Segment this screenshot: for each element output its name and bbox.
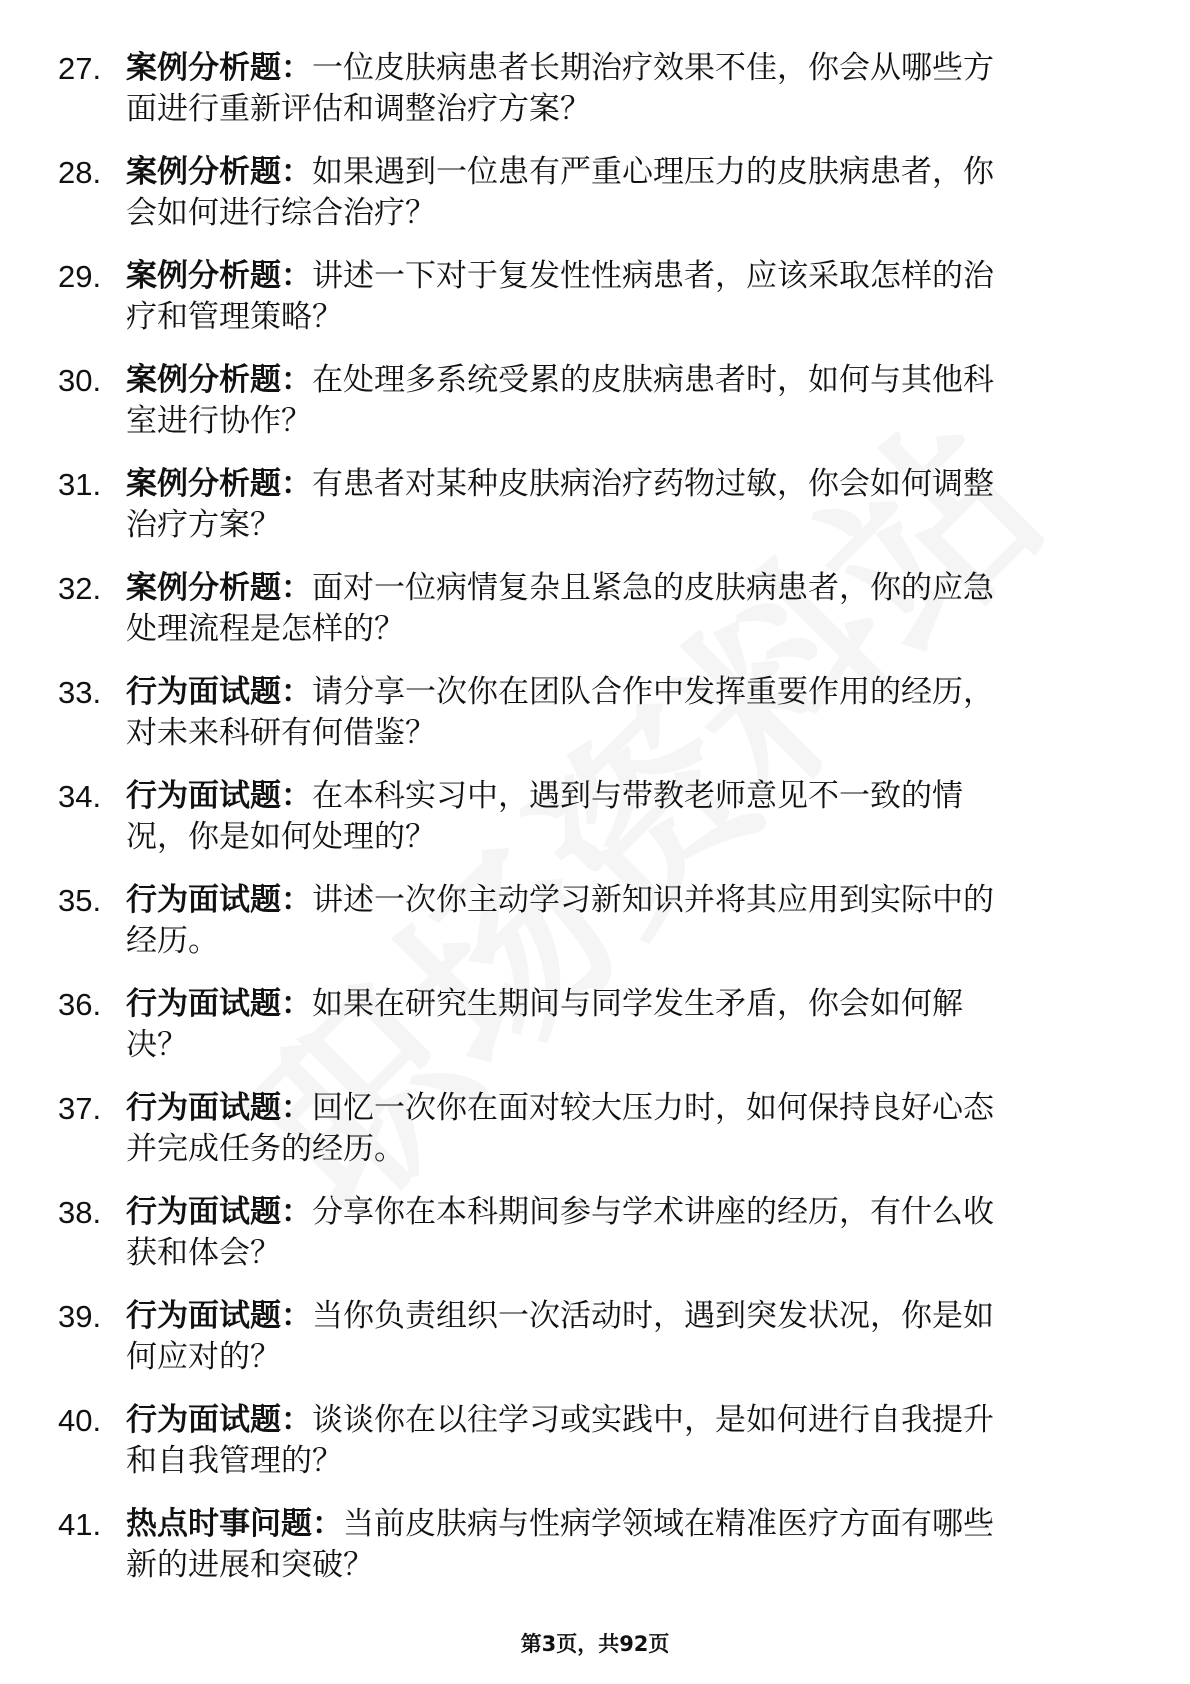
question-line-1: 一位皮肤病患者长期治疗效果不佳，你会从哪些方 xyxy=(312,50,994,86)
question-line-1: 分享你在本科期间参与学术讲座的经历，有什么收 xyxy=(312,1194,994,1230)
question-category: 案例分析题： xyxy=(126,258,312,294)
question-line-1: 如果遇到一位患有严重心理压力的皮肤病患者，你 xyxy=(312,154,994,190)
question-line-2: 况，你是如何处理的？ xyxy=(126,819,436,855)
question-text xyxy=(126,1296,1116,1378)
list-item xyxy=(58,1504,1118,1608)
question-line-2: 对未来科研有何借鉴？ xyxy=(126,715,436,751)
page-number-footer: 第3页，共92页 xyxy=(520,1632,670,1656)
question-text xyxy=(126,568,1116,650)
question-text xyxy=(126,1504,1116,1586)
question-line-2: 处理流程是怎样的？ xyxy=(126,611,405,647)
question-number: 35. xyxy=(58,883,102,918)
question-line-2: 会如何进行综合治疗？ xyxy=(126,195,436,231)
question-category: 行为面试题： xyxy=(126,1090,312,1126)
question-line-1: 讲述一次你主动学习新知识并将其应用到实际中的 xyxy=(312,882,994,918)
question-line-1: 在本科实习中，遇到与带教老师意见不一致的情 xyxy=(312,778,963,814)
question-number: 41. xyxy=(58,1507,102,1542)
list-item xyxy=(58,568,1118,672)
question-category: 热点时事问题： xyxy=(126,1506,343,1542)
question-line-1: 有患者对某种皮肤病治疗药物过敏，你会如何调整 xyxy=(312,466,994,502)
list-item xyxy=(58,672,1118,776)
list-item xyxy=(58,1192,1118,1296)
question-line-2: 疗和管理策略？ xyxy=(126,299,343,335)
question-text xyxy=(126,48,1116,130)
question-text xyxy=(126,776,1116,858)
question-line-2: 和自我管理的？ xyxy=(126,1443,343,1479)
list-item xyxy=(58,880,1118,984)
list-item xyxy=(58,256,1118,360)
question-category: 行为面试题： xyxy=(126,1194,312,1230)
question-text xyxy=(126,360,1116,442)
question-line-2: 何应对的？ xyxy=(126,1339,281,1375)
question-line-2: 新的进展和突破？ xyxy=(126,1547,374,1583)
question-number: 39. xyxy=(58,1299,102,1334)
question-number: 38. xyxy=(58,1195,102,1230)
question-category: 案例分析题： xyxy=(126,570,312,606)
question-line-2: 治疗方案？ xyxy=(126,507,281,543)
question-line-1: 在处理多系统受累的皮肤病患者时，如何与其他科 xyxy=(312,362,994,398)
question-text xyxy=(126,256,1116,338)
list-item xyxy=(58,1088,1118,1192)
question-line-1: 讲述一下对于复发性性病患者，应该采取怎样的治 xyxy=(312,258,994,294)
question-text xyxy=(126,1088,1116,1170)
question-category: 行为面试题： xyxy=(126,1298,312,1334)
question-number: 33. xyxy=(58,675,102,710)
question-text xyxy=(126,880,1116,962)
question-category: 行为面试题： xyxy=(126,778,312,814)
question-number: 40. xyxy=(58,1403,102,1438)
question-line-2: 获和体会？ xyxy=(126,1235,281,1271)
question-number: 29. xyxy=(58,259,102,294)
question-line-1: 当前皮肤病与性病学领域在精准医疗方面有哪些 xyxy=(343,1506,994,1542)
list-item xyxy=(58,1400,1118,1504)
question-line-1: 如果在研究生期间与同学发生矛盾，你会如何解 xyxy=(312,986,963,1022)
question-category: 案例分析题： xyxy=(126,466,312,502)
question-category: 案例分析题： xyxy=(126,50,312,86)
question-number: 31. xyxy=(58,467,102,502)
question-number: 30. xyxy=(58,363,102,398)
question-line-1: 当你负责组织一次活动时，遇到突发状况，你是如 xyxy=(312,1298,994,1334)
question-line-2: 面进行重新评估和调整治疗方案？ xyxy=(126,91,591,127)
question-number: 37. xyxy=(58,1091,102,1126)
question-number: 28. xyxy=(58,155,102,190)
question-category: 行为面试题： xyxy=(126,882,312,918)
question-line-1: 面对一位病情复杂且紧急的皮肤病患者，你的应急 xyxy=(312,570,994,606)
question-category: 行为面试题： xyxy=(126,986,312,1022)
question-category: 案例分析题： xyxy=(126,154,312,190)
list-item xyxy=(58,1296,1118,1400)
list-item xyxy=(58,776,1118,880)
list-item xyxy=(58,48,1118,152)
question-category: 行为面试题： xyxy=(126,674,312,710)
question-text xyxy=(126,464,1116,546)
list-item xyxy=(58,984,1118,1088)
list-item xyxy=(58,360,1118,464)
question-text xyxy=(126,1400,1116,1482)
question-line-2: 决？ xyxy=(126,1027,188,1063)
question-line-2: 并完成任务的经历。 xyxy=(126,1131,405,1167)
question-line-2: 经历。 xyxy=(126,923,219,959)
question-text xyxy=(126,152,1116,234)
question-number: 32. xyxy=(58,571,102,606)
question-line-1: 请分享一次你在团队合作中发挥重要作用的经历， xyxy=(312,674,994,710)
question-category: 行为面试题： xyxy=(126,1402,312,1438)
question-text xyxy=(126,984,1116,1066)
question-text xyxy=(126,1192,1116,1274)
question-line-2: 室进行协作？ xyxy=(126,403,312,439)
list-item xyxy=(58,152,1118,256)
question-number: 36. xyxy=(58,987,102,1022)
list-item xyxy=(58,464,1118,568)
question-category: 案例分析题： xyxy=(126,362,312,398)
question-text xyxy=(126,672,1116,754)
question-line-1: 回忆一次你在面对较大压力时，如何保持良好心态 xyxy=(312,1090,994,1126)
question-number: 34. xyxy=(58,779,102,814)
question-number: 27. xyxy=(58,51,102,86)
question-list xyxy=(58,48,1118,1608)
question-line-1: 谈谈你在以往学习或实践中，是如何进行自我提升 xyxy=(312,1402,994,1438)
